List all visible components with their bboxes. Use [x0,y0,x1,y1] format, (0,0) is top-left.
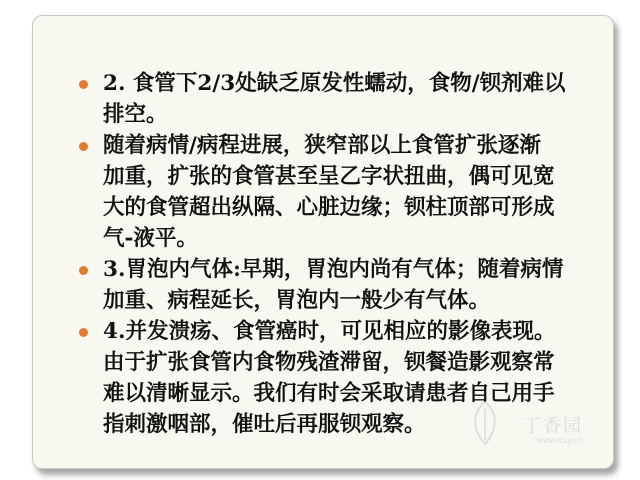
paragraph-line-3: 指刺激咽部，催吐后再服钡观察。 [103,412,426,437]
paragraph-line-1: 由于扩张食管内食物残渣滞留，钡餐造影观察常 [103,350,555,375]
bullet-1-line-1: 2. 食管下2/3处缺乏原发性蠕动，食物/钡剂难以 [103,71,566,96]
bullet-1-line-2: 排空。 [103,102,168,127]
bullet-3-line-2: 加重、病程延长，胃泡内一般少有气体。 [103,288,491,313]
bullet-dot-icon [79,328,88,337]
bullet-item-2 [71,130,601,254]
bullet-item-4 [71,316,601,347]
bullet-dot-icon [79,80,88,89]
watermark-logo [465,394,585,454]
bullet-2-line-4: 气-液平。 [103,226,198,251]
bullet-4-line-1: 4.并发溃疡、食管癌时，可见相应的影像表现。 [103,319,556,344]
bullet-2-line-2: 加重，扩张的食管甚至呈乙字状扭曲，偶可见宽 [103,164,555,189]
paragraph-line-2: 难以清晰显示。我们有时会采取请患者自己用手 [103,381,555,406]
bullet-3-line-1: 3.胃泡内气体:早期，胃泡内尚有气体；随着病情 [103,257,564,282]
bullet-2-line-1: 随着病情/病程进展，狭窄部以上食管扩张逐渐 [103,133,541,158]
watermark-url: www.dxy.cn [536,436,583,445]
bullet-item-3 [71,254,601,316]
slide-content [71,68,601,440]
slide-frame [32,15,614,469]
watermark-leaf-icon [465,398,505,448]
watermark-text: 丁香园 [523,416,583,437]
bullet-dot-icon [79,266,88,275]
bullet-item-1 [71,68,601,130]
bullet-2-line-3: 大的食管超出纵隔、心脏边缘；钡柱顶部可形成 [103,195,555,220]
bullet-dot-icon [79,142,88,151]
